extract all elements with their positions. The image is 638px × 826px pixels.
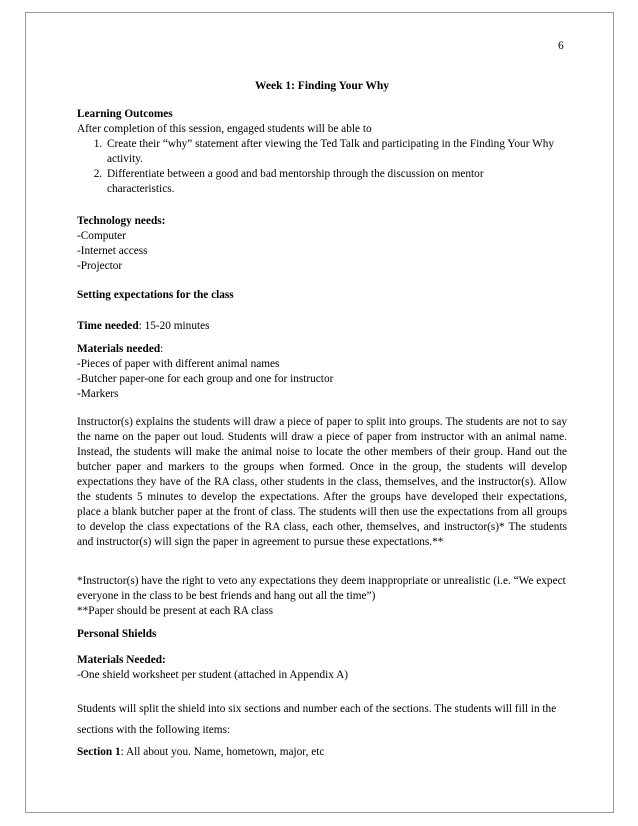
expectations-section <box>77 288 567 303</box>
learning-outcomes-list <box>77 137 567 197</box>
section1-label: Section 1 <box>77 746 121 758</box>
list-item: -One shield worksheet per student (attached in Appendix A) <box>77 669 349 681</box>
shields-materials-label: Materials Needed: <box>77 654 166 666</box>
technology-section <box>77 214 567 274</box>
materials-label: Materials needed <box>77 343 161 355</box>
page-number: 6 <box>558 40 564 52</box>
shields-paragraph: Students will split the shield into six sections and number each of the sections. The students will fill in the sections with the following items: <box>77 703 557 736</box>
shields-materials <box>77 653 567 683</box>
shields-section <box>77 627 567 642</box>
learning-outcomes-heading: Learning Outcomes <box>77 108 173 120</box>
list-item: -Pieces of paper with different animal names <box>77 358 280 370</box>
paper-note: **Paper should be present at each RA class <box>77 605 274 617</box>
list-item: -Markers <box>77 388 119 400</box>
list-item: -Computer <box>77 230 126 242</box>
shields-heading: Personal Shields <box>77 628 157 640</box>
learning-outcomes-section <box>77 107 567 197</box>
list-item: -Internet access <box>77 245 148 257</box>
list-item: 2. Differentiate between a good and bad mentorship through the discussion on mentor characteristics. <box>105 167 567 197</box>
page-title: Week 1: Finding Your Why <box>255 80 389 92</box>
section1-line <box>77 745 567 760</box>
document-page <box>25 12 614 813</box>
materials-colon: : <box>160 343 164 355</box>
list-item: -Butcher paper-one for each group and one for instructor <box>77 373 334 385</box>
section1-text: : All about you. Name, hometown, major, etc <box>120 746 325 758</box>
time-needed-value: : 15-20 minutes <box>138 320 210 332</box>
expectations-heading: Setting expectations for the class <box>77 289 234 301</box>
time-needed-label: Time needed <box>77 320 139 332</box>
technology-heading: Technology needs: <box>77 215 166 227</box>
time-needed-line <box>77 319 567 334</box>
materials-section <box>77 342 567 402</box>
instructor-note: *Instructor(s) have the right to veto any expectations they deem inappropriate or unrealistic (i.e. “We expect everyone in the class to be best friends and hang out all the time”) <box>77 575 566 602</box>
expectations-paragraph: Instructor(s) explains the students will draw a piece of paper to split into groups. The students are not to say the name on the paper out loud. Students will draw a piece of paper from instructor with an animal name. Instead, the students will make the animal noise to locate the other members of their group. Hand out the butcher paper and markers to the groups when formed. Once in the group, the students will develop expectations they have of the RA class, other students in the class, themselves, and the instructor(s). Allow the students 5 minutes to develop the expectations. After the groups have developed their expectations, place a blank butcher paper at the front of class. The students will then use the expectations from all groups to develop the class expectations of the RA class, each other, themselves, and instructor(s)* The students and instructor(s) will sign the paper in agreement to pursue these expectations.** <box>77 416 567 548</box>
learning-outcomes-intro: After completion of this session, engaged students will be able to <box>77 123 372 135</box>
list-item: -Projector <box>77 260 123 272</box>
list-item: 1. Create their “why” statement after viewing the Ted Talk and participating in the Finding Your Why activity. <box>105 137 567 167</box>
